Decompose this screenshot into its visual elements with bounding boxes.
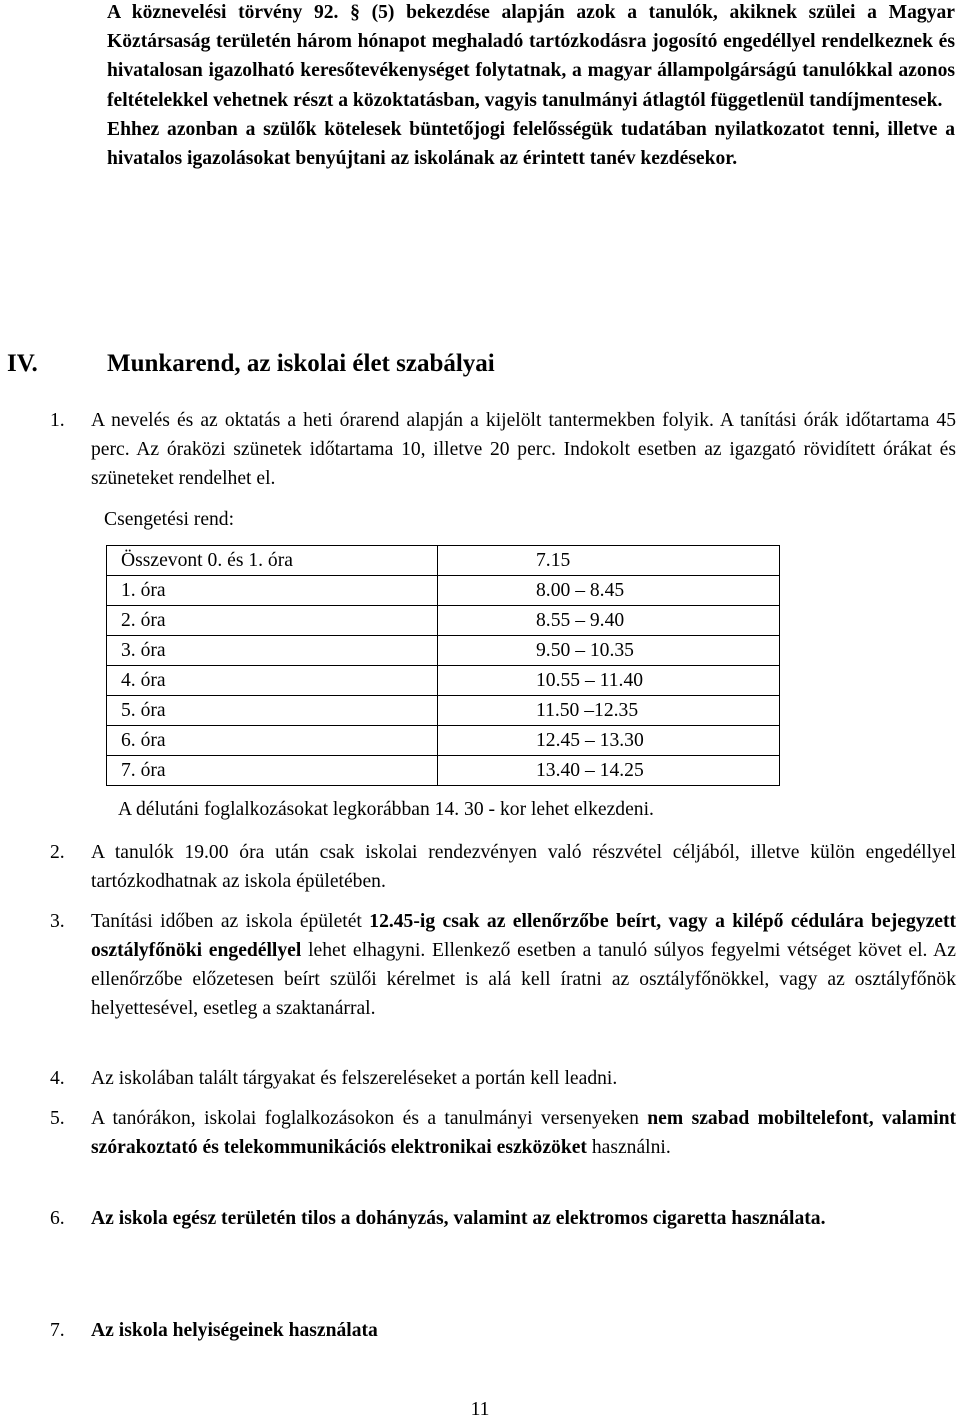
time-cell: 12.45 – 13.30: [438, 726, 780, 756]
bell-schedule-label: Csengetési rend:: [104, 509, 235, 530]
table-row: [107, 666, 780, 696]
afternoon-note: A délutáni foglalkozásokat legkorábban 14. 30 - kor lehet elkezdeni.: [118, 799, 654, 820]
period-cell: 5. óra: [107, 696, 438, 726]
emphasis-text: nem szabad mobiltelefont, valamint szórakoztató és telekommunikációs elektronikai eszközöket: [91, 1108, 957, 1158]
period-cell: 1. óra: [107, 576, 438, 606]
list-item-text: Az iskola helyiségeinek használata: [91, 1320, 378, 1341]
list-item-text: A nevelés és az oktatás a heti órarend alapján a kijelölt tantermekben folyik. A tanítási órák időtartama 45 perc. Az óraközi szünetek időtartama 10, illetve 20 perc. Indokolt esetben az igazgató rövidített órákat és szüneteket rendelhet el.: [91, 410, 956, 489]
text-run: A tanórákon, iskolai foglalkozásokon és a tanulmányi versenyeken: [91, 1108, 648, 1129]
period-cell: 2. óra: [107, 606, 438, 636]
text-run: lehet elhagyni. Ellenkező esetben a tanuló súlyos fegyelmi vétséget követ el. Az ellenőrzőbe előzetesen beírt szülői kérelmet is alá kell íratni az osztályfőnökkel, vagy az osztályfőnök helyettesével, esetleg a szaktanárral.: [91, 940, 956, 1019]
time-cell: 13.40 – 14.25: [438, 756, 780, 786]
period-cell: 7. óra: [107, 756, 438, 786]
list-item-text: Az iskolában talált tárgyakat és felszereléseket a portán kell leadni.: [91, 1068, 618, 1089]
intro-paragraph-2: Ehhez azonban a szülők kötelesek büntetőjogi felelősségük tudatában nyilatkozatot tenni, illetve a hivatalos igazolásokat benyújtani az iskolának az érintett tanév kezdésekor.: [107, 118, 955, 170]
list-item-text: A tanulók 19.00 óra után csak iskolai rendezvényen való részvétel céljából, illetve külön engedéllyel tartózkodhatnak az iskola épületében.: [91, 842, 956, 892]
time-cell: 7.15: [438, 546, 780, 576]
section-title: Munkarend, az iskolai élet szabályai: [107, 350, 495, 377]
emphasis-text: 12.45-ig csak az ellenőrzőbe beírt, vagy a kilépő cédulára bejegyzett osztályfőnöki engedéllyel: [91, 911, 957, 961]
intro-paragraph-1: A köznevelési törvény 92. § (5) bekezdése alapján azok a tanulók, akiknek szülei a Magyar Köztársaság területén három hónapot meghaladó tartózkodásra jogosító engedéllyel rendelkeznek és hivatalosan igazolható keresőtevékenységet folytatnak, a magyar állampolgárságú tanulókkal azonos feltételekkel vehetnek részt a közoktatásban, vagyis tanulmányi átlagtól függetlenül tandíjmentesek.: [107, 2, 955, 111]
time-cell: 10.55 – 11.40: [438, 666, 780, 696]
list-item-number: 7.: [50, 1320, 65, 1341]
time-cell: 8.55 – 9.40: [438, 606, 780, 636]
table-row: [107, 546, 780, 576]
list-item-text: Az iskola egész területén tilos a dohányzás, valamint az elektromos cigaretta használata.: [91, 1208, 826, 1229]
list-item-number: 4.: [50, 1068, 65, 1089]
bell-schedule-table: [106, 545, 780, 786]
table-row: [107, 696, 780, 726]
period-cell: 4. óra: [107, 666, 438, 696]
period-cell: Összevont 0. és 1. óra: [107, 546, 438, 576]
section-number: IV.: [7, 350, 38, 377]
time-cell: 11.50 –12.35: [438, 696, 780, 726]
time-cell: 8.00 – 8.45: [438, 576, 780, 606]
table-row: [107, 726, 780, 756]
table-row: [107, 756, 780, 786]
list-item-text: [91, 907, 956, 1023]
page-number: 11: [470, 1399, 490, 1420]
period-cell: 3. óra: [107, 636, 438, 666]
table-row: [107, 606, 780, 636]
list-item-number: 5.: [50, 1108, 65, 1129]
period-cell: 6. óra: [107, 726, 438, 756]
list-item-number: 3.: [50, 911, 65, 932]
list-item-text: [91, 1104, 956, 1162]
list-item-number: 1.: [50, 410, 65, 431]
list-item-number: 6.: [50, 1208, 65, 1229]
time-cell: 9.50 – 10.35: [438, 636, 780, 666]
text-run: Tanítási időben az iskola épületét: [91, 911, 370, 932]
table-row: [107, 636, 780, 666]
table-row: [107, 576, 780, 606]
section-heading: [0, 346, 960, 382]
intro-block: [107, 0, 955, 173]
text-run: használni.: [586, 1137, 671, 1158]
list-item-number: 2.: [50, 842, 65, 863]
